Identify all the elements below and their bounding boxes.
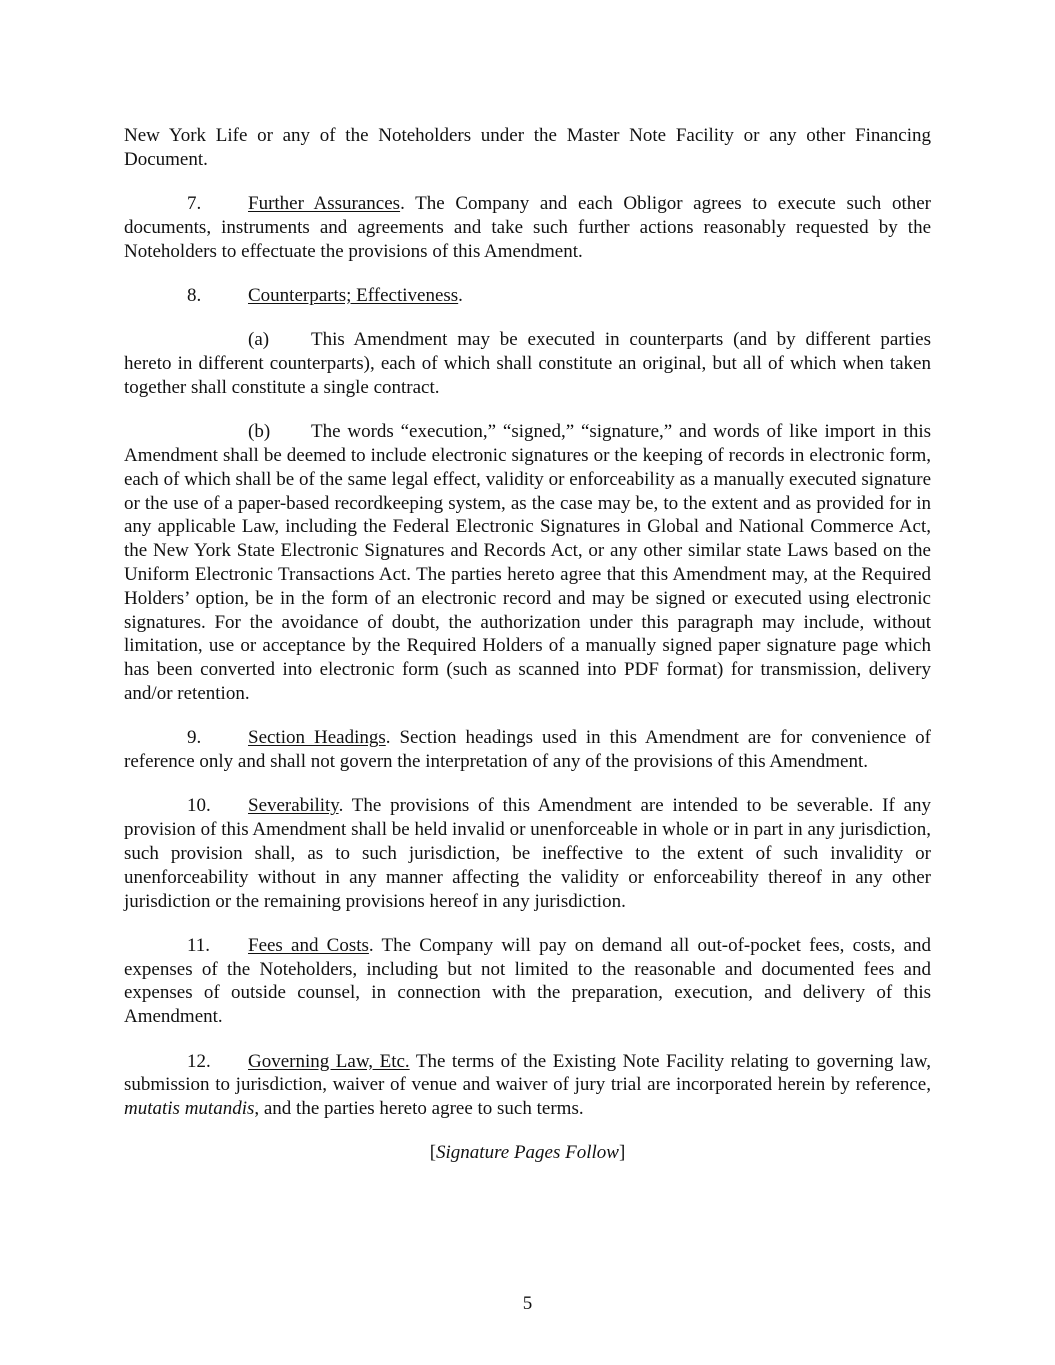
section-10-heading-end: .: [338, 795, 344, 817]
section-7-heading: Further Assurances: [248, 193, 401, 215]
section-12-governing-law: [124, 1050, 931, 1121]
page-number: 5: [522, 1293, 533, 1314]
closing-open-bracket: [: [429, 1142, 437, 1164]
section-10-heading: Severability: [248, 795, 339, 817]
section-10-severability: [124, 794, 931, 913]
section-11-heading-end: .: [368, 934, 374, 956]
section-7-text: The Company and each Obligor agrees to execute such other documents, instruments and agreements and take such further actions reasonably requested by the Noteholders to effectuate the provisions of this Amendment.: [124, 193, 931, 262]
intro-paragraph: [124, 124, 931, 172]
section-8-counterparts: [124, 284, 931, 308]
section-12-italic-phrase: mutatis mutandis: [124, 1098, 255, 1120]
section-9-number: 9.: [187, 727, 202, 749]
section-11-fees-and-costs: [124, 934, 931, 1029]
section-8-heading-end: .: [458, 284, 463, 306]
section-8b-paragraph: [124, 420, 931, 706]
section-9-section-headings: [124, 726, 931, 774]
section-7-heading-end: .: [400, 193, 405, 215]
section-11-heading: Fees and Costs: [248, 934, 369, 956]
section-12-text-before: The terms of the Existing Note Facility relating to governing law, submission to jurisdiction, waiver of venue and waiver of jury trial are incorporated herein by reference,: [124, 1050, 931, 1096]
section-11-number: 11.: [187, 934, 211, 956]
section-12-heading: Governing Law, Etc.: [248, 1050, 410, 1072]
section-8b-text: The words “execution,” “signed,” “signature,” and words of like import in this Amendment shall be deemed to include electronic signatures or the keeping of records in electronic form, each of which shall be of the same legal effect, validity or enforceability as a manually executed signature or the use of a paper-based recordkeeping system, as the case may be, to the extent and as provided for in any applicable Law, including the Federal Electronic Signatures in Global and National Commerce Act, the New York State Electronic Signatures and Records Act, or any other similar state Laws based on the Uniform Electronic Transactions Act. The parties hereto agree that this Amendment may, at the Required Holders’ option, be in the form of an electronic record and may be signed or executed using electronic signatures. For the avoidance of doubt, the authorization under this paragraph may include, without limitation, use or acceptance by the Required Holders of a manually signed paper signature page which has been converted into electronic form (such as scanned into PDF format) for transmission, delivery and/or retention.: [124, 421, 931, 704]
section-7-number: 7.: [187, 193, 202, 215]
closing-text: Signature Pages Follow: [436, 1142, 619, 1164]
document-page: [124, 124, 931, 1186]
section-10-number: 10.: [187, 795, 211, 817]
section-10-text: The provisions of this Amendment are intended to be severable. If any provision of this Amendment shall be held invalid or unenforceable in whole or in part in any jurisdiction, such provision shall, as to such jurisdiction, be ineffective to the extent of such invalidity or unenforceability without in any manner affecting the validity or enforceability thereof in any other jurisdiction or the remaining provisions hereof in any jurisdiction.: [124, 795, 931, 912]
closing-close-bracket: ]: [618, 1142, 626, 1164]
signature-pages-follow: [124, 1141, 931, 1165]
section-8-heading: Counterparts; Effectiveness: [248, 284, 459, 306]
section-8-number: 8.: [187, 284, 202, 306]
section-12-text-after: , and the parties hereto agree to such terms.: [254, 1098, 584, 1120]
intro-text: New York Life or any of the Noteholders under the Master Note Facility or any other Financing Document.: [124, 125, 931, 170]
section-8a-paragraph: [124, 328, 931, 399]
section-7-further-assurances: [124, 192, 931, 263]
section-12-number: 12.: [187, 1050, 211, 1072]
section-8a-label: (a): [248, 329, 270, 351]
section-8b-label: (b): [248, 421, 271, 443]
section-8a-text: This Amendment may be executed in counterparts (and by different parties hereto in different counterparts), each of which shall constitute an original, but all of which when taken together shall constitute a single contract.: [124, 329, 931, 398]
section-9-heading: Section Headings: [248, 727, 386, 749]
section-9-heading-end: .: [385, 727, 391, 749]
section-9-text: Section headings used in this Amendment are for convenience of reference only and shall not govern the interpretation of any of the provisions of this Amendment.: [124, 727, 931, 773]
section-11-text: The Company will pay on demand all out-of-pocket fees, costs, and expenses of the Noteholders, including but not limited to the reasonable and documented fees and expenses of outside counsel, in connection with the preparation, execution, and delivery of this Amendment.: [124, 934, 931, 1028]
